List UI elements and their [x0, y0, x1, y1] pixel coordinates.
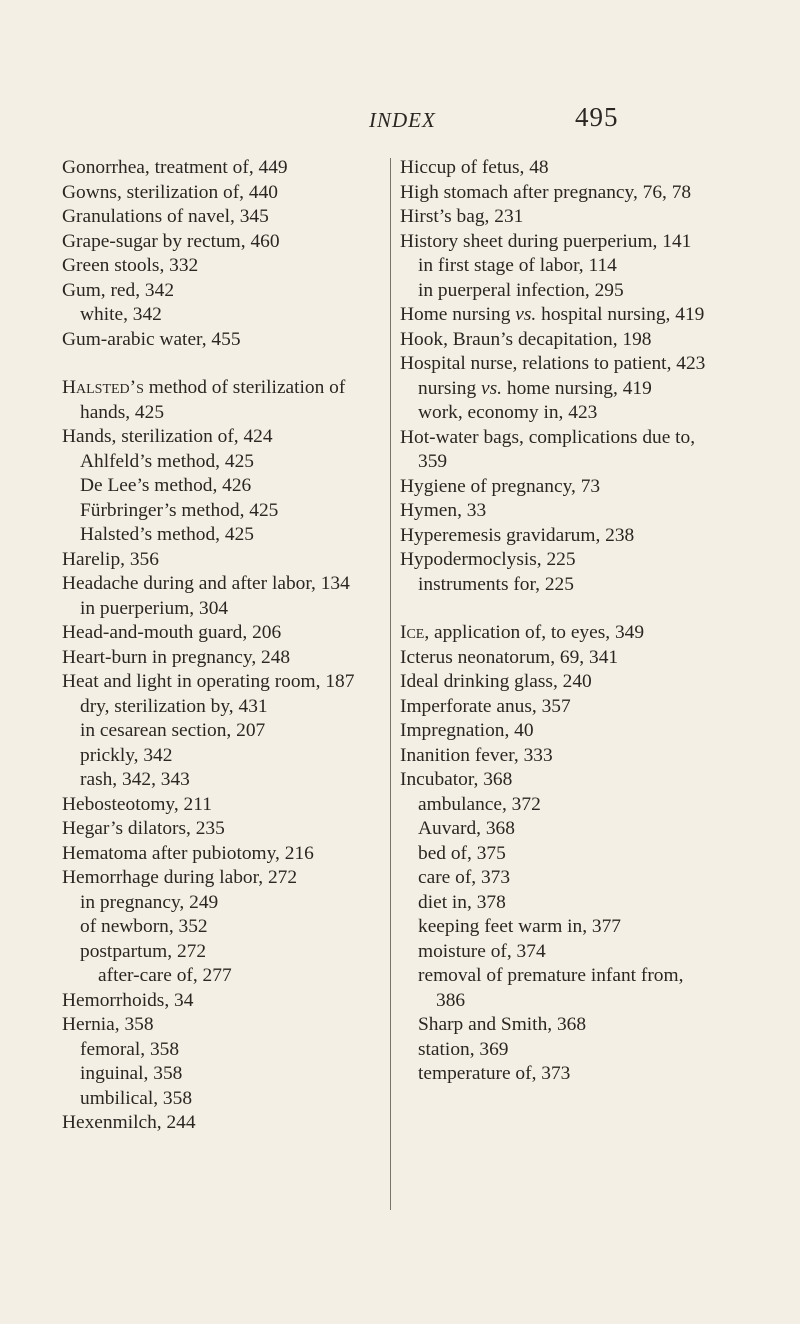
- index-entry: [400, 621, 710, 646]
- index-entry-text: method of sterilization of hands, 425: [80, 377, 346, 423]
- index-subentry: umbilical, 358: [80, 1087, 193, 1109]
- page-number: 495: [575, 102, 619, 132]
- index-subentry: diet in, 378: [418, 891, 506, 913]
- index-subentry: Fürbringer’s method, 425: [80, 499, 279, 521]
- index-entry: Hook, Braun’s decapitation, 198: [400, 328, 652, 350]
- index-entry: History sheet during puerperium, 141: [400, 230, 692, 252]
- index-entry: Hegar’s dilators, 235: [62, 818, 225, 839]
- index-subentry: dry, sterilization by, 431: [80, 695, 268, 717]
- running-title: INDEX: [369, 108, 436, 132]
- index-subentry: keeping feet warm in, 377: [418, 916, 621, 937]
- index-entry: Harelip, 356: [62, 548, 159, 570]
- index-entry-text: , application of, to eyes, 349: [424, 622, 645, 643]
- index-entry: Heat and light in operating room, 187: [62, 671, 355, 692]
- index-entry: Heart-burn in pregnancy, 248: [62, 646, 291, 668]
- index-entry: Hypodermoclysis, 225: [400, 549, 576, 570]
- index-entry: Hexenmilch, 244: [62, 1112, 196, 1133]
- index-entry: Hebosteotomy, 211: [62, 793, 212, 815]
- index-subentry: removal of premature infant from, 386: [418, 965, 684, 1011]
- index-entry: [400, 303, 710, 328]
- index-entry: Hematoma after pubiotomy, 216: [62, 842, 314, 864]
- index-subentry: station, 369: [418, 1038, 509, 1060]
- index-subentry: bed of, 375: [418, 842, 506, 864]
- index-entry-text: Home nursing: [400, 304, 516, 325]
- index-subentry: in puerperium, 304: [80, 597, 229, 619]
- index-entry-text: home nursing, 419: [502, 377, 652, 399]
- page-header: [0, 100, 800, 140]
- index-entry: Granulations of navel, 345: [62, 206, 269, 227]
- index-entry-text: nursing: [418, 377, 482, 399]
- index-entry: Gowns, sterilization of, 440: [62, 181, 278, 203]
- index-entry: Hands, sterilization of, 424: [62, 426, 273, 447]
- index-entry: Ideal drinking glass, 240: [400, 671, 592, 692]
- index-subentry: of newborn, 352: [80, 916, 208, 937]
- index-column-left: [62, 156, 388, 1136]
- index-subentry: in first stage of labor, 114: [418, 255, 617, 276]
- index-entry: Gum-arabic water, 455: [62, 328, 241, 350]
- index-entry: Hospital nurse, relations to patient, 423: [400, 353, 706, 374]
- index-subentry: prickly, 342: [80, 744, 173, 766]
- index-entry: High stomach after pregnancy, 76, 78: [400, 181, 692, 203]
- index-entry: Hiccup of fetus, 48: [400, 157, 549, 178]
- index-subentry: care of, 373: [418, 867, 511, 888]
- index-entry: Gum, red, 342: [62, 279, 175, 301]
- index-entry: Head-and-mouth guard, 206: [62, 622, 282, 643]
- index-entry: Inanition fever, 333: [400, 744, 553, 766]
- index-subentry: in cesarean section, 207: [80, 720, 266, 741]
- index-subentry: in puerperal infection, 295: [418, 279, 624, 301]
- index-subentry: [400, 377, 710, 402]
- index-column-right: [400, 156, 710, 1087]
- index-subentry: white, 342: [80, 304, 162, 325]
- index-subentry: in pregnancy, 249: [80, 891, 219, 913]
- index-entry: Hymen, 33: [400, 500, 487, 521]
- index-subentry: ambulance, 372: [418, 793, 541, 815]
- versus-abbrev: vs.: [515, 304, 537, 325]
- index-entry: Icterus neonatorum, 69, 341: [400, 646, 619, 668]
- index-entry: Hot-water bags, complications due to, 359: [400, 426, 696, 472]
- index-entry: Impregnation, 40: [400, 720, 534, 741]
- index-entry: [62, 376, 388, 425]
- index-entry: Grape-sugar by rectum, 460: [62, 230, 280, 252]
- index-entry: Incubator, 368: [400, 769, 513, 790]
- index-entry-text: hospital nursing, 419: [536, 304, 705, 325]
- index-subentry: moisture of, 374: [418, 940, 546, 962]
- index-subentry: inguinal, 358: [80, 1063, 183, 1084]
- index-subentry: Ahlfeld’s method, 425: [80, 450, 254, 472]
- index-subentry: Sharp and Smith, 368: [418, 1014, 587, 1035]
- index-entry: Hygiene of pregnancy, 73: [400, 475, 601, 497]
- index-subentry: work, economy in, 423: [418, 402, 598, 423]
- index-subentry: Halsted’s method, 425: [80, 524, 254, 545]
- index-entry: Hyperemesis gravidarum, 238: [400, 524, 635, 546]
- index-entry: Hernia, 358: [62, 1014, 154, 1035]
- index-subentry: femoral, 358: [80, 1038, 180, 1060]
- index-entry: Imperforate anus, 357: [400, 695, 571, 717]
- column-divider: [390, 158, 391, 1210]
- index-subentry: temperature of, 373: [418, 1063, 571, 1084]
- index-subentry: Auvard, 368: [418, 818, 515, 839]
- versus-abbrev: vs.: [481, 377, 503, 399]
- index-headword: Halsted’s: [62, 377, 144, 398]
- index-entry: Gonorrhea, treatment of, 449: [62, 157, 288, 178]
- index-entry: Hemorrhage during labor, 272: [62, 867, 298, 888]
- index-subentry: instruments for, 225: [418, 573, 574, 595]
- index-entry: Headache during and after labor, 134: [62, 573, 350, 594]
- index-entry: Hirst’s bag, 231: [400, 206, 524, 227]
- index-entry: Green stools, 332: [62, 255, 199, 276]
- index-subentry: rash, 342, 343: [80, 769, 190, 790]
- index-subsubentry: after-care of, 277: [98, 965, 232, 986]
- index-subentry: postpartum, 272: [80, 940, 207, 962]
- index-entry: Hemorrhoids, 34: [62, 989, 194, 1011]
- index-subentry: De Lee’s method, 426: [80, 475, 252, 496]
- index-headword: Ice: [400, 622, 425, 643]
